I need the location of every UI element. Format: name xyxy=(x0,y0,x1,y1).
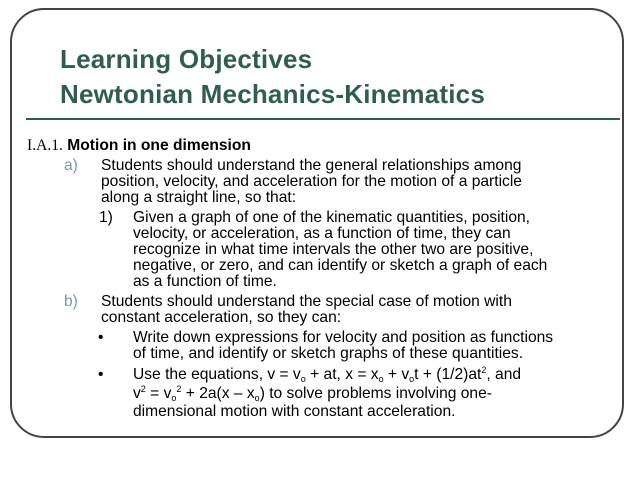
title-line-2: Newtonian Mechanics-Kinematics xyxy=(60,79,485,109)
item-a-line-1: Students should understand the general relationships among xyxy=(101,157,522,174)
item-b-marker: b) xyxy=(64,293,78,310)
item-a1-line-4: negative, or zero, and can identify or sketch a graph of each xyxy=(133,257,548,274)
section-number: I.A.1. xyxy=(27,137,63,154)
title-line-1: Learning Objectives xyxy=(60,44,313,74)
item-a1-line-3: recognize in what time intervals the other two are positive, xyxy=(133,241,534,258)
item-a-line-2: position, velocity, and acceleration for the motion of a particle xyxy=(101,173,522,190)
section-heading xyxy=(27,138,251,154)
bullet-2-line-3: dimensional motion with constant acceleration. xyxy=(133,403,456,420)
item-b-line-1: Students should understand the special case of motion with xyxy=(101,293,512,310)
bullet-1-marker: • xyxy=(98,329,104,346)
slide-title xyxy=(60,42,485,112)
item-a-line-3: along a straight line, so that: xyxy=(101,189,297,206)
item-a1-line-2: velocity, or acceleration, as a function of time, they can xyxy=(133,225,511,242)
bullet-2-equation-line-1: Use the equations, $v = v_o$ + at, $x = x_o + v_ot + (1/2)at^2$, and xyxy=(133,365,522,384)
bullet-1-line-1: Write down expressions for velocity and position as functions xyxy=(133,329,554,346)
item-a1-line-1: Given a graph of one of the kinematic quantities, position, xyxy=(133,209,531,226)
item-a-marker: a) xyxy=(64,157,78,174)
item-a1-line-5: as a function of time. xyxy=(133,273,277,290)
section-title: Motion in one dimension xyxy=(67,137,251,154)
item-b-line-2: constant acceleration, so they can: xyxy=(101,309,342,326)
title-underline xyxy=(26,118,620,120)
bullet-2-marker: • xyxy=(98,366,104,383)
bullet-1-line-2: of time, and identify or sketch graphs of these quantities. xyxy=(133,345,524,362)
item-a1-marker: 1) xyxy=(99,209,113,226)
bullet-2-equation-line-2: $v^2 = v_o^2 + 2a(x - x_o)$ to solve problems involving one- xyxy=(133,384,492,403)
